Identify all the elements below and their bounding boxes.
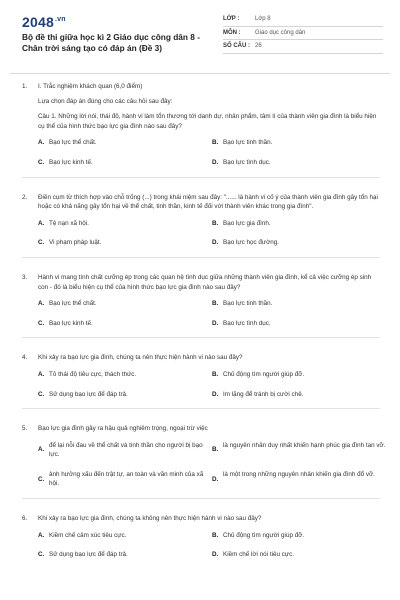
meta-row-subject	[223, 27, 383, 41]
question-header	[22, 353, 380, 363]
option-b[interactable]	[212, 441, 386, 460]
question-number: 4.	[22, 354, 28, 362]
logo-text: 2048	[22, 14, 54, 30]
option-text: Chủ động tìm người giúp đỡ.	[223, 370, 305, 378]
option-letter: D.	[212, 158, 219, 166]
question-text: Hành vi mang tính chất cưỡng ép trong các quan hệ tình dục giữa những thành viên gia đình, kể cả việc cưỡng ép sinh con - đó là biểu hiện cụ thể của hình thức bạo lực gia đình nào sau đây?	[38, 273, 372, 291]
meta-key: SỐ CÂU :	[223, 43, 250, 50]
option-letter: C.	[38, 390, 45, 398]
question-number: 2.	[22, 193, 28, 201]
option-text: là nguyên nhân duy nhất khiến hạnh phúc gia đình tan vỡ.	[223, 441, 386, 449]
option-letter: D.	[212, 319, 219, 327]
option-letter: A.	[38, 370, 45, 378]
option-text: Kiềm chế lời nói tiêu cực.	[223, 551, 294, 559]
question-header	[22, 424, 380, 434]
option-a[interactable]	[38, 370, 212, 380]
option-letter: B.	[212, 531, 219, 539]
question-header	[22, 514, 380, 524]
meta-value: Giáo dục công dân	[255, 29, 306, 36]
question-divider	[22, 498, 380, 499]
option-letter: B.	[212, 219, 219, 227]
option-letter: B.	[212, 139, 219, 147]
option-d[interactable]	[212, 390, 386, 400]
option-text: Bạo lực kinh tế.	[49, 319, 93, 327]
option-c[interactable]	[38, 390, 212, 400]
option-a[interactable]	[38, 441, 212, 460]
option-d[interactable]	[212, 470, 386, 489]
option-d[interactable]	[212, 550, 386, 560]
question-divider	[22, 337, 380, 338]
option-a[interactable]	[38, 219, 212, 229]
question-number: 6.	[22, 515, 28, 523]
option-text: Vi phạm pháp luật.	[49, 239, 102, 247]
question-header	[22, 193, 380, 212]
option-text: Bạo lực tình dục.	[223, 158, 271, 166]
option-letter: C.	[38, 239, 45, 247]
option-letter: D.	[212, 239, 219, 247]
option-letter: A.	[38, 219, 45, 227]
option-d[interactable]	[212, 158, 386, 168]
option-letter: C.	[38, 158, 45, 166]
option-text: Bạo lực gia đình.	[223, 219, 271, 227]
question-5	[22, 424, 386, 499]
option-b[interactable]	[212, 219, 386, 229]
option-text: Bạo lực tinh thần.	[223, 139, 273, 147]
answer-options	[22, 219, 380, 248]
option-text: Bạo lực tình dục.	[223, 319, 271, 327]
option-text: ảnh hưởng xấu đến trật tự, an toàn và văn minh của xã hội.	[49, 470, 204, 488]
section-heading	[22, 82, 380, 92]
question-divider	[22, 408, 380, 409]
option-letter: D.	[212, 390, 219, 398]
option-d[interactable]	[212, 319, 386, 329]
logo-suffix: .vn	[54, 16, 66, 24]
question-text: Bạo lực gia đình gây ra hậu quả nghiêm trọng, ngoại trừ việc	[38, 425, 208, 433]
option-letter: A.	[38, 531, 45, 539]
option-letter: D.	[212, 551, 219, 559]
question-1	[22, 112, 380, 177]
option-text: Im lặng để tránh bị cười chê.	[223, 390, 304, 398]
answer-options	[22, 531, 380, 560]
option-text: Tỏ thái độ tiêu cực, thách thức.	[49, 370, 137, 378]
option-letter: D.	[212, 475, 219, 483]
option-letter: B.	[212, 300, 219, 308]
meta-row-question-count	[223, 40, 383, 54]
option-a[interactable]	[38, 299, 212, 309]
option-b[interactable]	[212, 531, 386, 541]
question-text: Điền cụm từ thích hợp vào chỗ trống (...) trong khái niệm sau đây: "...... là hành vi cố ý của thành viên gia đình gây tổn hại hoặc có khả năng gây tổn hại về thể chất, tinh thần, kinh tế đối với thành viên khác trong gia đình".	[38, 193, 378, 211]
question-header	[22, 273, 380, 292]
option-c[interactable]	[38, 470, 212, 489]
option-d[interactable]	[212, 238, 386, 248]
answer-options	[22, 370, 380, 399]
option-text: Bạo lực tinh thần.	[223, 300, 273, 308]
option-text: là một trong những nguyên nhân khiến gia đình đổ vỡ.	[223, 470, 375, 478]
option-text: Bạo lực thể chất.	[49, 139, 97, 147]
question-divider	[22, 177, 380, 178]
option-text: Sử dụng bạo lực để đáp trả.	[49, 390, 128, 398]
option-text: để lại nỗi đau về thể chất và tinh thần cho người bị bạo lực.	[49, 441, 203, 459]
option-letter: A.	[38, 300, 45, 308]
meta-value: Lớp 8	[255, 16, 271, 23]
answer-options	[22, 299, 380, 328]
option-c[interactable]	[38, 238, 212, 248]
exam-meta	[223, 13, 383, 54]
question-text: Khi xảy ra bạo lực gia đình, chúng ta nên thực hiện hành vi nào sau đây?	[38, 354, 243, 362]
meta-key: LỚP :	[223, 16, 240, 23]
option-c[interactable]	[38, 158, 212, 168]
question-4	[22, 353, 380, 409]
option-text: Bạo lực thể chất.	[49, 300, 97, 308]
option-text: Chủ động tìm người giúp đỡ.	[223, 531, 305, 539]
question-number: 5.	[22, 425, 28, 433]
answer-options	[22, 441, 386, 489]
exam-title: Bộ đề thi giữa học kì 2 Giáo dục công dân 8 - Chân trời sáng tạo có đáp án (Đề 3)	[22, 32, 200, 53]
answer-options	[22, 138, 380, 167]
option-text: Sử dụng bạo lực để đáp trả.	[49, 551, 128, 559]
option-letter: A.	[38, 139, 45, 147]
question-divider	[22, 257, 380, 258]
option-c[interactable]	[38, 319, 212, 329]
section-title: I. Trắc nghiệm khách quan (6,0 điểm)	[38, 83, 143, 90]
option-b[interactable]	[212, 370, 386, 380]
option-a[interactable]	[38, 531, 212, 541]
option-b[interactable]	[212, 299, 386, 309]
option-text: Kiềm chế cảm xúc tiêu cực.	[49, 531, 127, 539]
question-text: Câu 1. Những lời nói, thái độ, hành vi làm tổn thương tới danh dự, nhân phẩm, tâm lí của thành viên gia đình là biểu hiện cụ thể của hình thức bạo lực gia đình nào sau đây?	[38, 113, 377, 130]
option-letter: B.	[212, 370, 219, 378]
option-letter: C.	[38, 551, 45, 559]
option-letter: C.	[38, 319, 45, 327]
option-text: Bạo lực kinh tế.	[49, 158, 93, 166]
question-6	[22, 514, 380, 560]
question-text: Khi xảy ra bạo lực gia đình, chúng ta không nên thực hiện hành vi nào sau đây?	[38, 515, 262, 523]
option-text: Tệ nạn xã hội.	[49, 219, 89, 227]
site-logo[interactable]	[22, 14, 66, 30]
option-letter: B.	[212, 446, 219, 454]
option-letter: A.	[38, 446, 45, 454]
option-a[interactable]	[38, 138, 212, 148]
question-2	[22, 193, 380, 258]
option-b[interactable]	[212, 138, 386, 148]
option-c[interactable]	[38, 550, 212, 560]
meta-row-class	[223, 13, 383, 27]
section-instruction: Lựa chọn đáp án đúng cho các câu hỏi sau đây:	[38, 97, 173, 105]
exam-content	[22, 82, 386, 560]
option-text: Bạo lực học đường.	[223, 239, 279, 247]
section-number: 1.	[22, 83, 28, 90]
question-number: 3.	[22, 273, 28, 281]
question-3	[22, 273, 380, 338]
option-letter: C.	[38, 475, 45, 483]
meta-key: MÔN :	[223, 29, 241, 36]
meta-value: 26	[255, 43, 262, 50]
header-divider	[10, 73, 390, 74]
